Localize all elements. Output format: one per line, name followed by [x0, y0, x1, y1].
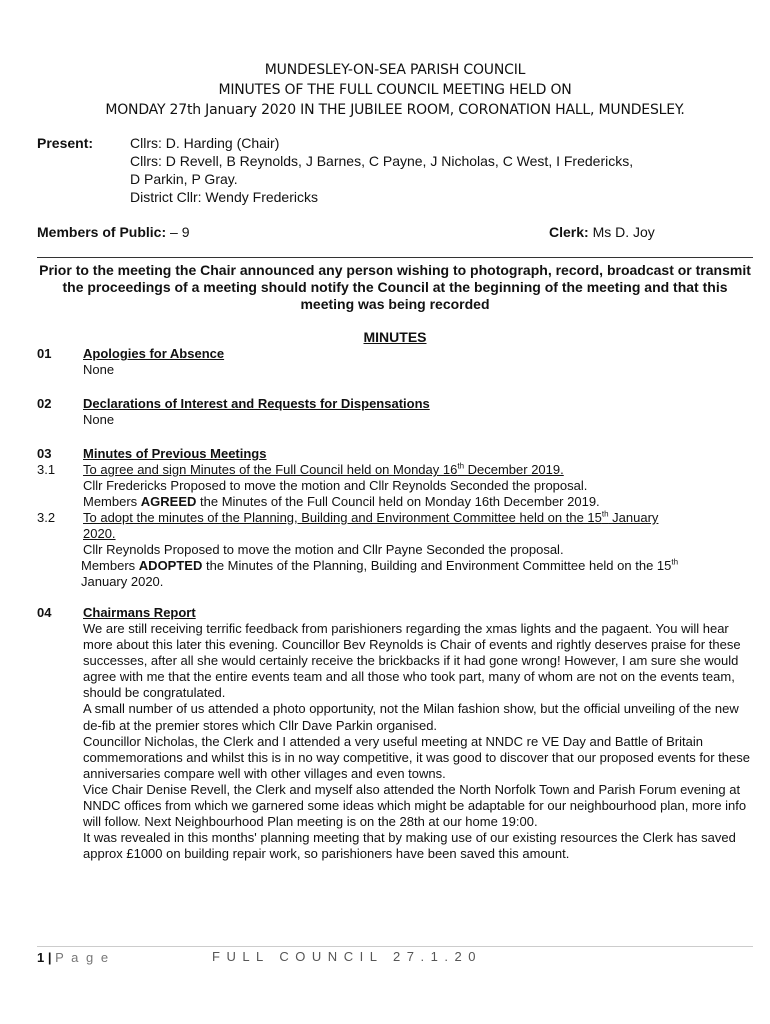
subitem-heading-text: To agree and sign Minutes of the Full Council held on Monday 16 [83, 462, 458, 477]
item-number: 02 [37, 396, 52, 411]
resolution-text: the Minutes of the Planning, Building and Environment Committee held on the 15 [202, 558, 672, 573]
chairmans-report-body [83, 621, 755, 862]
minutes-heading: MINUTES [363, 329, 427, 345]
ordinal-suffix: th [601, 509, 609, 519]
report-paragraph: Councillor Nicholas, the Clerk and I attended a very useful meeting at NNDC re VE Day and Battle of Britain commemorations and whilst this is in no way competitive, it was good to discover that our proposed events for these anniversaries compare well with other villages and even towns. [83, 733, 750, 781]
document-header [0, 60, 770, 120]
present-label: Present: [37, 135, 94, 151]
resolution-line-cont: January 2020. [81, 574, 164, 589]
resolution-line [81, 558, 678, 574]
item-body: None [83, 362, 115, 377]
resolution-keyword: AGREED [140, 494, 197, 509]
report-paragraph: A small number of us attended a photo opportunity, not the Milan fashion show, but the official unveiling of the new de-fib at the premier stores which Cllr Dave Parkin organised. [83, 701, 739, 733]
resolution-text: Members [81, 558, 139, 573]
report-paragraph: Vice Chair Denise Revell, the Clerk and myself also attended the North Norfolk Town and Parish Forum evening at NNDC offices from which we garnered some ideas which might be adaptable for our neighbourhood plan, more info will follow. Next Neighbourhood Plan meeting is on the 28th at our home 19:00. [83, 781, 747, 830]
item-number: 03 [37, 446, 52, 461]
meeting-date-venue: MONDAY 27th January 2020 IN THE JUBILEE ROOM, CORONATION HALL, MUNDESLEY. [105, 102, 685, 118]
header-divider [37, 257, 753, 258]
present-line: Cllrs: D. Harding (Chair) [130, 135, 280, 151]
page-number [37, 950, 110, 965]
item-number: 01 [37, 346, 52, 361]
page-separator: | [44, 950, 56, 965]
footer-document-title: FULL COUNCIL 27.1.20 [212, 949, 482, 964]
motion-line: Cllr Reynolds Proposed to move the motion and Cllr Payne Seconded the proposal. [83, 542, 564, 557]
resolution-text: Members [83, 494, 141, 509]
present-line: District Cllr: Wendy Fredericks [130, 189, 318, 205]
council-name: MUNDESLEY-ON-SEA PARISH COUNCIL [264, 62, 526, 78]
page-word: P a g e [55, 950, 111, 965]
resolution-text: the Minutes of the Full Council held on Monday 16th December 2019. [196, 494, 600, 509]
present-line: D Parkin, P Gray. [130, 171, 238, 187]
ordinal-suffix: th [671, 557, 679, 567]
subitem-number: 3.1 [37, 462, 56, 477]
ordinal-suffix: th [457, 461, 465, 471]
item-title-previous-minutes: Minutes of Previous Meetings [83, 446, 267, 461]
subitem-heading-text: January [608, 510, 659, 525]
members-of-public-label: Members of Public: [37, 224, 167, 240]
subitem-heading-text: December 2019. [464, 462, 564, 477]
motion-line: Cllr Fredericks Proposed to move the motion and Cllr Reynolds Seconded the proposal. [83, 478, 588, 493]
subitem-heading-text: To adopt the minutes of the Planning, Building and Environment Committee held on the 15 [83, 510, 602, 525]
item-number: 04 [37, 605, 52, 620]
members-of-public-value: – 9 [170, 224, 190, 240]
present-line: Cllrs: D Revell, B Reynolds, J Barnes, C Payne, J Nicholas, C West, I Fredericks, [130, 153, 634, 169]
subitem-heading [83, 510, 658, 526]
page-number-value: 1 [37, 950, 45, 965]
clerk-label: Clerk: [549, 224, 589, 240]
item-title-apologies: Apologies for Absence [83, 346, 225, 361]
resolution-keyword: ADOPTED [138, 558, 203, 573]
footer-divider [37, 946, 753, 947]
subitem-heading-cont: 2020. [83, 526, 116, 541]
subitem-heading [83, 462, 564, 478]
item-title-chairmans-report: Chairmans Report [83, 605, 196, 620]
report-paragraph: We are still receiving terrific feedback from parishioners regarding the xmas lights and the pagaent. You will hear more about this later this evening. Councillor Bev Reynolds is Chair of events and rightly deserves praise for these successes, after all she would certainly receive the brickbacks if it had gone wrong! However, I am sure she would agree with me that the entire events team and all those who took part, many of whom are not on the events team, should be congratulated. [83, 621, 741, 701]
members-of-public [37, 223, 190, 241]
recording-notice: Prior to the meeting the Chair announced any person wishing to photograph, record, broadcast or transmit the proceedings of a meeting should notify the Council at the beginning of the meeting and that this meeting was being recorded [39, 262, 751, 312]
resolution-line [83, 494, 600, 510]
clerk-value: Ms D. Joy [592, 224, 655, 240]
clerk-info [549, 223, 655, 241]
minutes-title: MINUTES OF THE FULL COUNCIL MEETING HELD ON [218, 82, 572, 98]
report-paragraph: It was revealed in this months' planning meeting that by making use of our existing resources the Clerk has saved approx £1000 on building repair work, so parishioners have been saved this amount. [83, 830, 736, 862]
item-body: None [83, 412, 115, 427]
subitem-number: 3.2 [37, 510, 56, 525]
item-title-declarations: Declarations of Interest and Requests for Dispensations [83, 396, 430, 411]
